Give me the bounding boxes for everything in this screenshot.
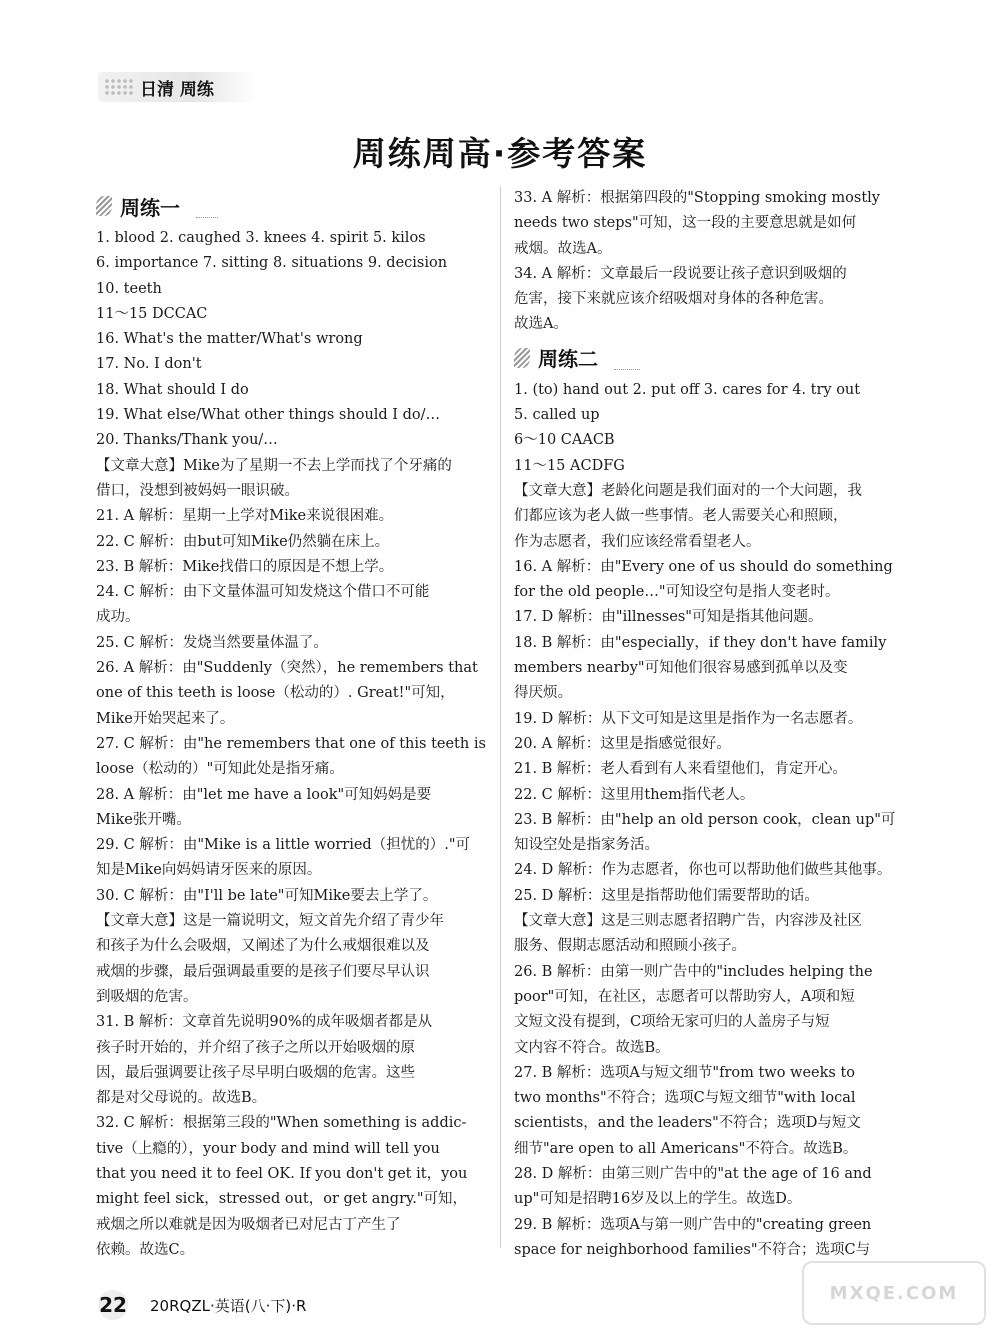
text-line: 17. No. I don't (96, 356, 202, 373)
text-line: 依赖。故选C。 (96, 1241, 195, 1258)
text-line: members nearby"可知他们很容易感到孤单以及变 (514, 660, 848, 677)
page-footer (98, 1290, 306, 1320)
text-line: one of this teeth is loose（松动的）. Great!"可知， (96, 685, 455, 702)
text-line: 11～15 ACDFG (514, 457, 625, 474)
text-line: 26. B 解析：由第一则广告中的"includes helping the (514, 963, 873, 980)
text-line: 1. blood 2. caughed 3. knees 4. spirit 5. kilos (96, 230, 426, 246)
text-line: 和孩子为什么会吸烟，又阐述了为什么戒烟很难以及 (96, 938, 430, 955)
text-line: might feel sick，stressed out，or get angry."可知， (96, 1191, 468, 1208)
text-line: 5. called up (514, 407, 600, 424)
text-line: 23. B 解析：Mike找借口的原因是不想上学。 (96, 558, 394, 575)
text-line: 孩子时开始的，并介绍了孩子之所以开始吸烟的原 (96, 1039, 415, 1056)
text-line: 23. B 解析：由"help an old person cook，clean up"可 (514, 811, 896, 828)
answer-lines (514, 378, 910, 1263)
right-column (514, 186, 910, 1263)
brand-text: 日清 周练 (140, 79, 214, 100)
text-line: 26. A 解析：由"Suddenly（突然），he remembers that (96, 660, 478, 677)
text-line: 34. A 解析：文章最后一段说要让孩子意识到吸烟的 (514, 265, 847, 282)
text-line: 11～15 DCCAC (96, 305, 208, 322)
section-header-week1 (96, 186, 488, 226)
text-line: 6～10 CAACB (514, 432, 615, 449)
text-line: 细节"are open to all Americans"不符合。故选B。 (514, 1140, 858, 1157)
text-line: 作为志愿者，我们应该经常看望老人。 (514, 533, 761, 550)
text-line: 18. What should I do (96, 381, 249, 398)
text-line: for the old people…"可知设空句是指人变老时。 (514, 584, 840, 601)
text-line: space for neighborhood families"不符合；选项C与 (514, 1241, 871, 1258)
text-line: 24. C 解析：由下文量体温可知发烧这个借口不可能 (96, 584, 430, 601)
text-line: 22. C 解析：由but可知Mike仍然躺在床上。 (96, 533, 390, 550)
brand-banner (98, 72, 258, 102)
text-line: 因，最后强调要让孩子尽早明白吸烟的危害。这些 (96, 1064, 415, 1081)
text-line: 17. D 解析：由"illnesses"可知是指其他问题。 (514, 609, 823, 626)
text-line: 21. A 解析：星期一上学对Mike来说很困难。 (96, 508, 394, 525)
text-line: 19. D 解析：从下文可知是这里是指作为一名志愿者。 (514, 710, 863, 727)
left-column (96, 186, 488, 1263)
text-line: 25. D 解析：这里是指帮助他们需要帮助的话。 (514, 887, 819, 904)
text-line: 33. A 解析：根据第四段的"Stopping smoking mostly (514, 190, 880, 206)
text-line: scientists，and the leaders"不符合；选项D与短文 (514, 1115, 861, 1132)
text-line: 6. importance 7. sitting 8. situations 9. decision (96, 255, 448, 272)
text-line: 16. What's the matter/What's wrong (96, 331, 363, 348)
text-line: 28. D 解析：由第三则广告中的"at the age of 16 and (514, 1165, 872, 1182)
text-line: 30. C 解析：由"I'll be late"可知Mike要去上学了。 (96, 887, 438, 904)
answer-lines-top (514, 186, 910, 338)
text-line: 29. C 解析：由"Mike is a little worried（担忧的）."可 (96, 837, 470, 854)
text-line: 到吸烟的危害。 (96, 988, 198, 1005)
dots-decoration-icon (104, 78, 134, 96)
text-line: 18. B 解析：由"especially，if they don't have family (514, 634, 887, 651)
text-line: 戒烟之所以难就是因为吸烟者已对尼古丁产生了 (96, 1216, 401, 1233)
text-line: 10. teeth (96, 280, 162, 297)
text-line: loose（松动的）"可知此处是指牙痛。 (96, 761, 344, 778)
text-line: 20. Thanks/Thank you/… (96, 432, 278, 449)
page-number: 22 (98, 1290, 128, 1320)
text-line: 20. A 解析：这里是指感觉很好。 (514, 735, 731, 752)
dotted-rule (196, 217, 218, 218)
text-line: 知设空处是指家务活。 (514, 837, 659, 854)
text-line: 故选A。 (514, 316, 568, 333)
book-code: 20RQZL·英语(八·下)·R (150, 1296, 307, 1315)
text-line: 戒烟。故选A。 (514, 240, 612, 257)
text-line: two months"不符合；选项C与短文细节"with local (514, 1090, 856, 1107)
column-divider (500, 186, 501, 1248)
text-line: 危害，接下来就应该介绍吸烟对身体的各种危害。 (514, 291, 833, 308)
text-line: 【文章大意】老龄化问题是我们面对的一个大问题，我 (514, 482, 862, 499)
page-title: 周练周高·参考答案 (352, 134, 648, 173)
text-line: 文短文没有提到，C项给无家可归的人盖房子与短 (514, 1014, 830, 1031)
text-line: 28. A 解析：由"let me have a look"可知妈妈是要 (96, 786, 432, 803)
text-line: 借口，没想到被妈妈一眼识破。 (96, 482, 299, 499)
text-line: 31. B 解析：文章首先说明90%的成年吸烟者都是从 (96, 1014, 433, 1031)
text-line: Mike开始哭起来了。 (96, 710, 235, 727)
text-line: 27. B 解析：选项A与短文细节"from two weeks to (514, 1064, 856, 1081)
text-line: 27. C 解析：由"he remembers that one of this teeth is (96, 735, 486, 752)
text-line: tive（上瘾的），your body and mind will tell you (96, 1140, 440, 1157)
text-line: 22. C 解析：这里用them指代老人。 (514, 786, 755, 803)
leaf-icon (514, 348, 530, 368)
text-line: that you need it to feel OK. If you don't get it，you (96, 1165, 468, 1182)
text-line: Mike张开嘴。 (96, 811, 191, 828)
watermark-logo (802, 1261, 986, 1325)
text-line: 【文章大意】这是三则志愿者招聘广告，内容涉及社区 (514, 913, 862, 930)
text-line: 16. A 解析：由"Every one of us should do something (514, 558, 893, 575)
text-line: 成功。 (96, 609, 140, 626)
text-line: 24. D 解析：作为志愿者，你也可以帮助他们做些其他事。 (514, 862, 892, 879)
watermark-text: MXQE.COM (829, 1282, 959, 1304)
text-line: 知是Mike向妈妈请牙医来的原因。 (96, 862, 322, 879)
text-line: needs two steps"可知，这一段的主要意思就是如何 (514, 215, 857, 232)
text-line: 【文章大意】Mike为了星期一不去上学而找了个牙痛的 (96, 457, 452, 474)
text-line: 戒烟的步骤，最后强调最重要的是孩子们要尽早认识 (96, 963, 430, 980)
text-line: 得厌烦。 (514, 685, 572, 702)
text-line: 25. C 解析：发烧当然要量体温了。 (96, 634, 328, 651)
section-title: 周练一 (120, 195, 180, 220)
dotted-rule (614, 369, 640, 370)
answer-lines (96, 226, 488, 1263)
text-line: 文内容不符合。故选B。 (514, 1039, 670, 1056)
leaf-icon (96, 196, 112, 216)
text-line: 1. (to) hand out 2. put off 3. cares for 4. try out (514, 381, 861, 398)
section-header-week2 (514, 338, 910, 378)
text-line: poor"可知，在社区，志愿者可以帮助穷人，A项和短 (514, 988, 855, 1005)
text-line: 21. B 解析：老人看到有人来看望他们，肯定开心。 (514, 761, 847, 778)
text-line: 32. C 解析：根据第三段的"When something is addic- (96, 1115, 467, 1132)
text-line: 19. What else/What other things should I do/… (96, 407, 441, 424)
text-line: 服务、假期志愿活动和照顾小孩子。 (514, 938, 746, 955)
text-line: 29. B 解析：选项A与第一则广告中的"creating green (514, 1216, 872, 1233)
text-line: up"可知是招聘16岁及以上的学生。故选D。 (514, 1191, 802, 1208)
section-title: 周练二 (538, 347, 598, 372)
text-line: 【文章大意】这是一篇说明文，短文首先介绍了青少年 (96, 913, 444, 930)
text-line: 都是对父母说的。故选B。 (96, 1090, 267, 1107)
text-line: 们都应该为老人做一些事情。老人需要关心和照顾， (514, 508, 848, 525)
